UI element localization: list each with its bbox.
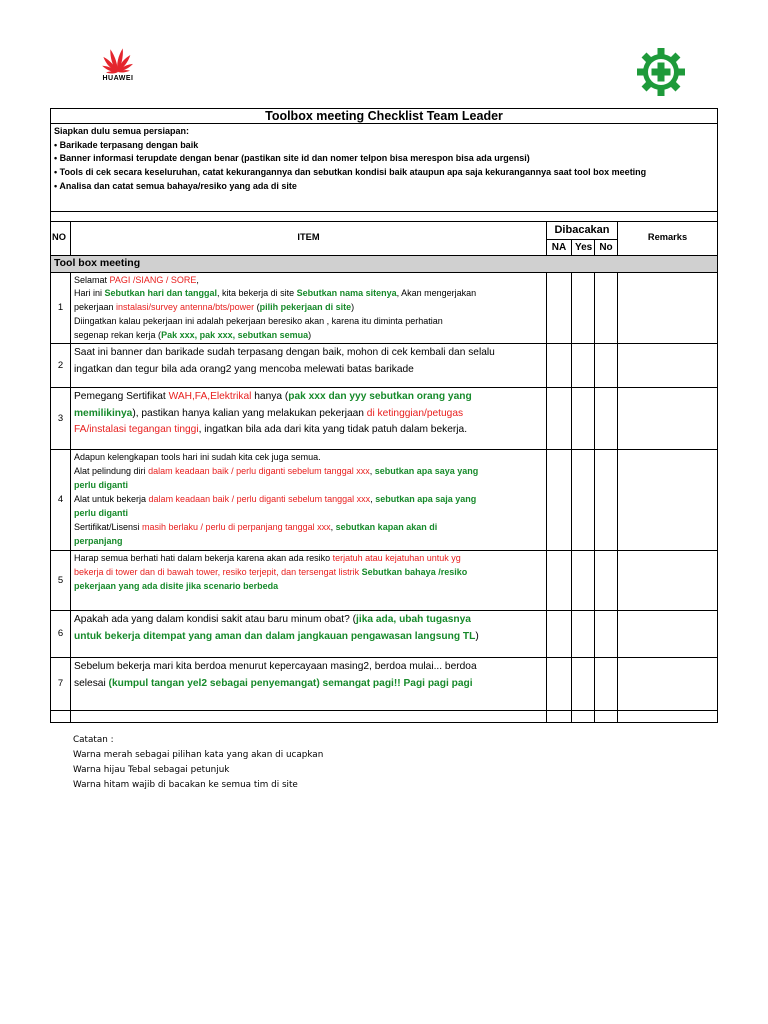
- read-aloud-text: Alat untuk bekerja: [74, 494, 149, 504]
- huawei-wordmark: HUAWEI: [102, 75, 134, 82]
- item-line: [74, 301, 543, 315]
- check-cell-na[interactable]: [547, 611, 572, 658]
- header-no-col: No: [595, 239, 618, 255]
- remarks-cell[interactable]: [618, 611, 718, 658]
- check-cell-na[interactable]: [547, 450, 572, 551]
- item-line: [74, 659, 543, 675]
- checklist-row: [51, 611, 718, 658]
- preparation-block: [51, 124, 718, 212]
- read-aloud-text: ,: [196, 274, 199, 285]
- check-cell-yes[interactable]: [572, 450, 595, 551]
- header-no: NO: [51, 222, 71, 256]
- check-cell-yes[interactable]: [572, 272, 595, 344]
- check-cell-yes[interactable]: [572, 551, 595, 611]
- guidance-text: sebutkan apa saya yang: [374, 466, 479, 477]
- item-line: [74, 479, 543, 493]
- read-aloud-text: ): [351, 302, 355, 313]
- read-aloud-text: Sertifikat/Lisensi: [74, 521, 143, 532]
- empty-cell: [51, 711, 71, 723]
- spoken-choice-text: instalasi/survey antenna/bts/power: [116, 302, 255, 313]
- item-line: [74, 521, 543, 535]
- remarks-cell[interactable]: [618, 450, 718, 551]
- read-aloud-text: Apakah ada yang dalam kondisi sakit atau baru minum obat? (: [74, 614, 357, 626]
- item-line: [74, 345, 543, 361]
- header-yes: Yes: [572, 239, 595, 255]
- read-aloud-text: segenap rekan kerja (: [74, 330, 162, 341]
- item-line: [74, 566, 543, 580]
- read-aloud-text: pekerjaan: [74, 302, 117, 313]
- read-aloud-text: ,: [370, 494, 376, 504]
- check-cell-na[interactable]: [547, 388, 572, 450]
- read-aloud-text: Adapun kelengkapan tools hari ini sudah kita cek juga semua.: [74, 452, 321, 463]
- spoken-choice-text: FA/instalasi tegangan tinggi: [74, 423, 199, 435]
- item-line: [74, 465, 543, 479]
- empty-cell: [547, 711, 572, 723]
- item-line: [74, 451, 543, 465]
- row-number: 5: [51, 551, 71, 611]
- empty-cell: [595, 711, 618, 723]
- guidance-text: sebutkan kapan akan di: [335, 521, 438, 532]
- checklist-row: [51, 658, 718, 711]
- read-aloud-text: ,: [369, 466, 375, 477]
- guidance-text: pilih pekerjaan di site: [259, 302, 352, 313]
- item-line: [74, 274, 543, 288]
- read-aloud-text: ): [308, 330, 312, 341]
- check-cell-na[interactable]: [547, 551, 572, 611]
- read-aloud-text: Alat pelindung diri: [74, 466, 149, 477]
- safety-cross-gear-icon: [636, 47, 686, 97]
- huawei-logo: [94, 46, 142, 90]
- guidance-text: memilikinya: [74, 407, 133, 419]
- check-cell-no[interactable]: [595, 388, 618, 450]
- spoken-choice-text: di ketinggian/petugas: [366, 407, 464, 419]
- item-line: [74, 362, 543, 378]
- item-line: [74, 580, 543, 594]
- read-aloud-text: ), pastikan hanya kalian yang melakukan pekerjaan: [132, 407, 367, 419]
- preparation-item: • Tools di cek secara keseluruhan, catat kekurangannya dan sebutkan kondisi baik ataupun apa saja kekurangannya saat tool box meeting: [54, 167, 647, 178]
- spoken-choice-text: PAGI /SIANG / SORE: [109, 274, 197, 285]
- header-dibacakan: Dibacakan: [547, 222, 618, 240]
- spoken-choice-text: dalam keadaan baik / perlu diganti sebelum tanggal xxx: [148, 466, 370, 477]
- item-line: [74, 315, 543, 329]
- guidance-text: pekerjaan yang ada disite jika scenario berbeda: [74, 581, 279, 592]
- empty-cell: [572, 711, 595, 723]
- row-number: 1: [51, 272, 71, 344]
- row-number: 2: [51, 344, 71, 388]
- read-aloud-text: selesai: [74, 677, 109, 689]
- check-cell-yes[interactable]: [572, 611, 595, 658]
- preparation-heading: Siapkan dulu semua persiapan:: [54, 126, 190, 136]
- item-line: [74, 676, 543, 692]
- checklist-row: [51, 551, 718, 611]
- read-aloud-text: ingatkan dan tegur bila ada orang2 yang mencoba melewati batas barikade: [74, 363, 414, 375]
- check-cell-no[interactable]: [595, 658, 618, 711]
- spoken-choice-text: WAH,FA,Elektrikal: [168, 391, 252, 403]
- item-line: [74, 552, 543, 566]
- row-item-text: [71, 344, 547, 388]
- checklist-table: [50, 108, 718, 723]
- check-cell-yes[interactable]: [572, 658, 595, 711]
- checklist-row: [51, 344, 718, 388]
- empty-cell: [618, 711, 718, 723]
- check-cell-yes[interactable]: [572, 388, 595, 450]
- checklist-row: [51, 388, 718, 450]
- guidance-text: perlu diganti: [74, 480, 128, 491]
- huawei-petals-icon: [98, 46, 138, 74]
- remarks-cell[interactable]: [618, 388, 718, 450]
- read-aloud-text: hanya (: [251, 391, 289, 403]
- item-line: [74, 329, 543, 343]
- spoken-choice-text: bekerja di tower dan di bawah tower, resiko terjepit, dan tersengat listrik: [74, 567, 360, 578]
- empty-cell: [71, 711, 547, 723]
- row-item-text: [71, 551, 547, 611]
- notes-line: Warna hijau Tebal sebagai petunjuk: [73, 765, 230, 775]
- item-line: [74, 629, 543, 645]
- read-aloud-text: , ingatkan bila ada dari kita yang tidak patuh dalam bekerja.: [198, 423, 468, 435]
- guidance-text: untuk bekerja ditempat yang aman dan dalam jangkauan pengawasan langsung TL: [74, 630, 476, 642]
- check-cell-yes[interactable]: [572, 344, 595, 388]
- notes-heading: Catatan :: [73, 735, 114, 745]
- read-aloud-text: ): [475, 630, 479, 642]
- read-aloud-text: (: [254, 302, 260, 313]
- guidance-text: (kumpul tangan yel2 sebagai penyemangat) semangat pagi!! Pagi pagi pagi: [108, 677, 473, 689]
- item-line: [74, 389, 543, 405]
- spoken-choice-text: masih berlaku / perlu di perpanjang tanggal xxx: [142, 521, 331, 532]
- row-item-text: [71, 611, 547, 658]
- header-item: ITEM: [71, 222, 547, 256]
- item-line: [74, 507, 543, 521]
- remarks-cell[interactable]: [618, 551, 718, 611]
- read-aloud-text: Selamat: [74, 274, 110, 285]
- row-item-text: [71, 450, 547, 551]
- read-aloud-text: ,: [330, 521, 336, 532]
- spacer-row: [51, 212, 718, 222]
- guidance-text: Sebutkan nama sitenya: [296, 288, 397, 299]
- read-aloud-text: Hari ini: [74, 288, 105, 299]
- spoken-choice-text: dalam keadaan baik / perlu diganti sebelum tanggal xxx: [148, 494, 371, 504]
- guidance-text: jika ada, ubah tugasnya: [356, 614, 471, 626]
- item-line: [74, 493, 543, 507]
- header-remarks: Remarks: [618, 222, 718, 256]
- read-aloud-text: Pemegang Sertifikat: [74, 391, 169, 403]
- item-line: [74, 612, 543, 628]
- notes-block: [73, 733, 323, 793]
- check-cell-na[interactable]: [547, 344, 572, 388]
- guidance-text: pak xxx dan yyy sebutkan orang yang: [288, 391, 472, 403]
- checklist-row: [51, 450, 718, 551]
- row-number: 6: [51, 611, 71, 658]
- preparation-item: • Barikade terpasang dengan baik: [54, 139, 199, 150]
- guidance-text: Sebutkan hari dan tanggal: [104, 288, 218, 299]
- read-aloud-text: Harap semua berhati hati dalam bekerja karena akan ada resiko: [74, 553, 333, 564]
- check-cell-no[interactable]: [595, 344, 618, 388]
- guidance-text: perlu diganti: [74, 507, 128, 518]
- section-toolbox-meeting: Tool box meeting: [51, 255, 718, 272]
- preparation-item: • Analisa dan catat semua bahaya/resiko yang ada di site: [54, 180, 297, 191]
- preparation-item: • Banner informasi terupdate dengan benar (pastikan site id dan nomer telpon bisa merespon bisa ada urgensi): [54, 153, 530, 164]
- remarks-cell[interactable]: [618, 658, 718, 711]
- row-item-text: [71, 272, 547, 344]
- checklist-row: [51, 272, 718, 344]
- spoken-choice-text: terjatuh atau kejatuhan untuk yg: [332, 553, 461, 564]
- guidance-text: Pak xxx, pak xxx, sebutkan semua: [161, 330, 309, 341]
- row-number: 7: [51, 658, 71, 711]
- header-na: NA: [547, 239, 572, 255]
- read-aloud-text: Saat ini banner dan barikade sudah terpasang dengan baik, mohon di cek kembali dan selalu: [74, 347, 495, 359]
- row-number: 3: [51, 388, 71, 450]
- document-title: Toolbox meeting Checklist Team Leader: [51, 109, 718, 124]
- notes-line: Warna hitam wajib di bacakan ke semua tim di site: [73, 780, 298, 790]
- read-aloud-text: Sebelum bekerja mari kita berdoa menurut kepercayaan masing2, berdoa mulai... berdoa: [74, 661, 477, 673]
- check-cell-no[interactable]: [595, 551, 618, 611]
- remarks-cell[interactable]: [618, 344, 718, 388]
- notes-line: Warna merah sebagai pilihan kata yang akan di ucapkan: [73, 750, 324, 760]
- guidance-text: sebutkan apa saja yang: [375, 494, 477, 504]
- check-cell-na[interactable]: [547, 658, 572, 711]
- check-cell-no[interactable]: [595, 272, 618, 344]
- guidance-text: perpanjang: [74, 535, 123, 546]
- row-item-text: [71, 388, 547, 450]
- row-item-text: [71, 658, 547, 711]
- remarks-cell[interactable]: [618, 272, 718, 344]
- read-aloud-text: Diingatkan kalau pekerjaan ini adalah pekerjaan beresiko akan , karena itu diminta perhatian: [74, 316, 443, 327]
- read-aloud-text: , kita bekerja di site: [217, 288, 297, 299]
- safety-gear-logo: [636, 47, 686, 97]
- item-line: [74, 422, 543, 438]
- check-cell-na[interactable]: [547, 272, 572, 344]
- read-aloud-text: , Akan mengerjakan: [396, 288, 477, 299]
- row-number: 4: [51, 450, 71, 551]
- empty-row: [51, 711, 718, 723]
- item-line: [74, 287, 543, 301]
- guidance-text: Sebutkan bahaya /resiko: [361, 567, 468, 578]
- check-cell-no[interactable]: [595, 611, 618, 658]
- item-line: [74, 535, 543, 549]
- item-line: [74, 406, 543, 422]
- check-cell-no[interactable]: [595, 450, 618, 551]
